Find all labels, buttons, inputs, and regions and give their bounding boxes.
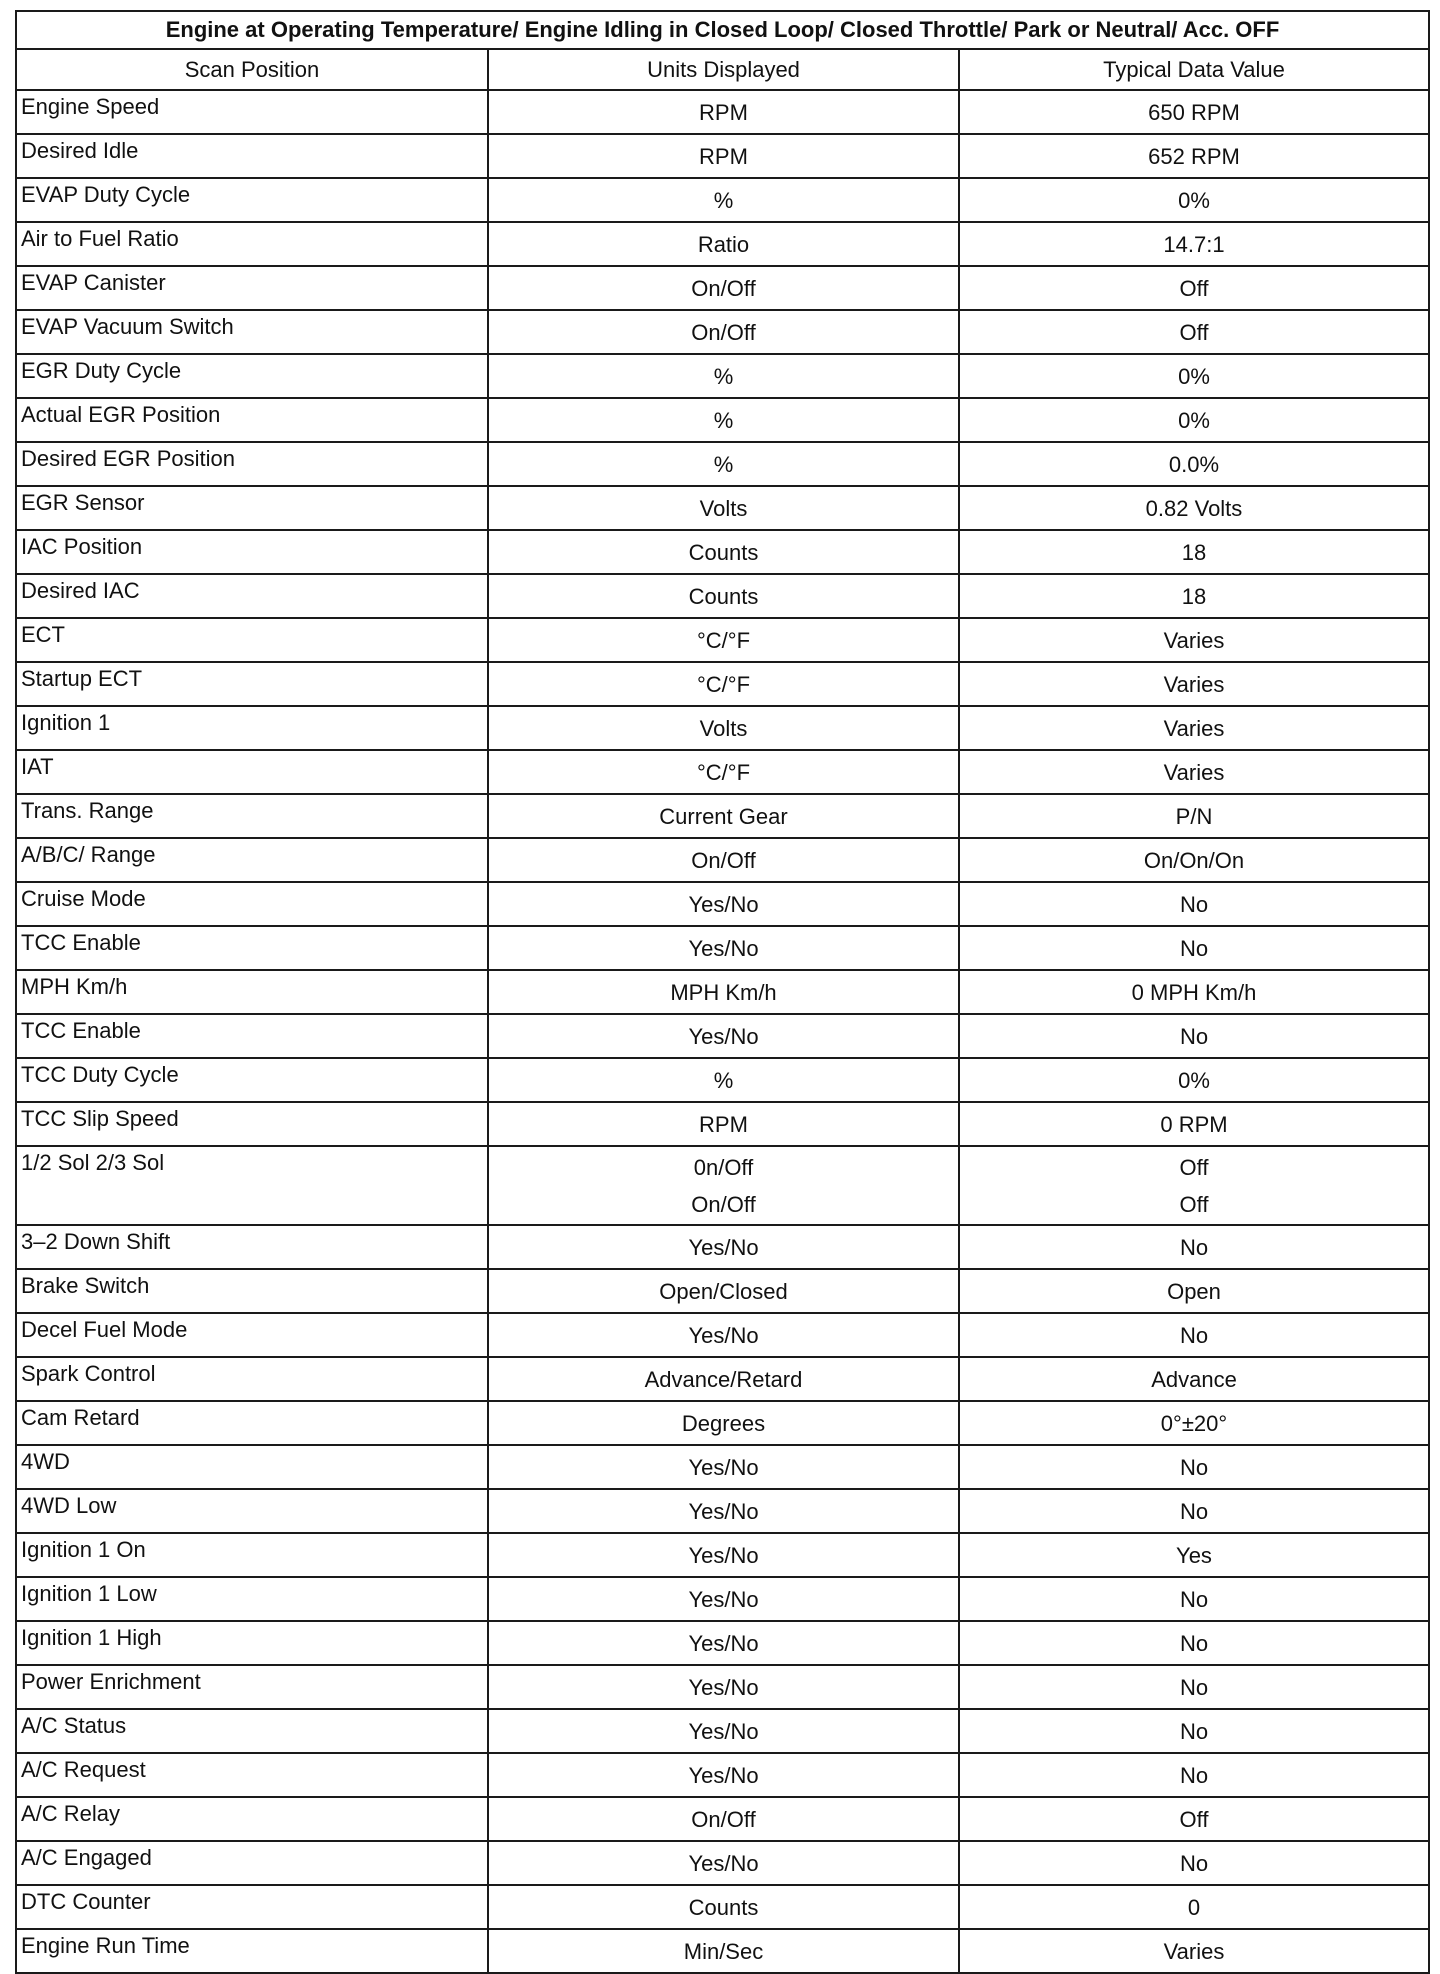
units-displayed-cell [488,1489,959,1533]
table-row [16,134,1429,178]
table-row [16,1665,1429,1709]
unit-value: Yes/No [688,1630,759,1656]
unit-value: Yes/No [688,1850,759,1876]
typical-value: 0% [1178,407,1210,433]
typical-value: Varies [1163,715,1225,741]
scan-position-cell: Decel Fuel Mode [16,1313,488,1357]
table-row [16,1489,1429,1533]
units-displayed-cell [488,838,959,882]
typical-value: Off [1179,275,1209,301]
table-row [16,222,1429,266]
scan-position-cell: 3–2 Down Shift [16,1225,488,1269]
scan-position-cell: A/C Request [16,1753,488,1797]
units-displayed-cell [488,970,959,1014]
typical-value: Off [1179,319,1209,345]
typical-data-value-cell [959,1753,1429,1797]
table-row [16,486,1429,530]
unit-value: % [713,187,734,213]
units-displayed-cell [488,1269,959,1313]
unit-value: Yes/No [688,1674,759,1700]
table-row [16,1709,1429,1753]
units-displayed-cell [488,442,959,486]
unit-value: °C/°F [696,759,751,785]
unit-value: % [713,451,734,477]
units-displayed-cell [488,1709,959,1753]
column-header-row [16,49,1429,90]
typical-value: No [1179,1762,1209,1788]
table-title: Engine at Operating Temperature/ Engine Idling in Closed Loop/ Closed Throttle/ Park or Neutral/ Acc. OFF [16,11,1429,49]
scan-position-cell: Cam Retard [16,1401,488,1445]
table-row [16,1225,1429,1269]
table-row [16,882,1429,926]
scan-position-cell: Air to Fuel Ratio [16,222,488,266]
unit-value: Counts [688,539,759,565]
units-displayed-cell [488,1753,959,1797]
typical-value: On/On/On [1143,847,1245,873]
typical-value: 0 [1187,1894,1201,1920]
typical-data-value-cell [959,882,1429,926]
typical-value: 652 RPM [1148,143,1240,169]
column-header-scan-position: Scan Position [16,49,488,90]
table-row [16,1621,1429,1665]
typical-value: Varies [1163,1938,1225,1964]
scan-position-cell: ECT [16,618,488,662]
typical-data-value-cell [959,178,1429,222]
scan-position-cell: EVAP Duty Cycle [16,178,488,222]
table-row [16,970,1429,1014]
unit-value: RPM [699,1111,748,1137]
units-displayed-cell [488,486,959,530]
typical-data-value-cell [959,1225,1429,1269]
unit-value: % [713,1067,734,1093]
table-row [16,1797,1429,1841]
scan-position-cell: A/C Engaged [16,1841,488,1885]
units-displayed-cell [488,926,959,970]
table-row [16,1401,1429,1445]
typical-data-value-cell [959,486,1429,530]
typical-value: P/N [1175,803,1213,829]
scan-position-cell: Desired Idle [16,134,488,178]
unit-value: Yes/No [688,1234,759,1260]
scan-position-cell: Ignition 1 [16,706,488,750]
units-displayed-cell [488,574,959,618]
typical-data-value-cell [959,706,1429,750]
typical-data-value-cell [959,1797,1429,1841]
typical-value: No [1179,1850,1209,1876]
unit-value: On/Off [691,847,756,873]
scan-position-cell: TCC Enable [16,1014,488,1058]
table-body [16,90,1429,1973]
table-row [16,706,1429,750]
typical-data-value-cell [959,1621,1429,1665]
typical-value: No [1179,1454,1209,1480]
typical-value: 650 RPM [1148,99,1240,125]
table-title-row [16,11,1429,49]
typical-value: 0°±20° [1160,1410,1228,1436]
typical-value: 0 MPH Km/h [1131,979,1257,1005]
typical-value: Varies [1163,759,1225,785]
column-header-units-displayed: Units Displayed [488,49,959,90]
unit-value: Degrees [681,1410,766,1436]
typical-value: 0.82 Volts [1145,495,1243,521]
typical-value: No [1179,1718,1209,1744]
typical-data-value-cell [959,1269,1429,1313]
table-row [16,1357,1429,1401]
table-row [16,1102,1429,1146]
typical-value: 0% [1178,1067,1210,1093]
units-displayed-cell [488,1401,959,1445]
typical-value: Off [1179,1806,1209,1832]
typical-value: No [1179,1586,1209,1612]
table-row [16,442,1429,486]
scan-position-cell: Ignition 1 On [16,1533,488,1577]
unit-value: % [713,363,734,389]
unit-value: RPM [699,99,748,125]
scan-position-cell: Brake Switch [16,1269,488,1313]
unit-value: Counts [688,1894,759,1920]
typical-value: Open [1167,1278,1221,1304]
typical-value: No [1179,1322,1209,1348]
typical-value: No [1179,891,1209,917]
unit-value: Yes/No [688,1454,759,1480]
typical-value: No [1179,1674,1209,1700]
units-displayed-cell [488,618,959,662]
typical-data-value-cell [959,442,1429,486]
typical-value: No [1179,935,1209,961]
typical-value: No [1179,1023,1209,1049]
typical-data-value-cell [959,618,1429,662]
typical-data-value-cell [959,1401,1429,1445]
table-row [16,618,1429,662]
scan-position-cell: Desired EGR Position [16,442,488,486]
unit-value: On/Off [691,319,756,345]
typical-data-value-cell [959,266,1429,310]
table-row [16,178,1429,222]
table-row [16,398,1429,442]
units-displayed-cell [488,1445,959,1489]
scan-position-cell: Actual EGR Position [16,398,488,442]
table-row [16,1269,1429,1313]
units-displayed-cell [488,706,959,750]
table-row [16,354,1429,398]
typical-data-value-cell [959,794,1429,838]
data-table-sheet [15,10,1428,1974]
typical-data-value-cell [959,662,1429,706]
unit-value: °C/°F [696,671,751,697]
unit-value: Open/Closed [659,1278,788,1304]
units-displayed-cell [488,398,959,442]
scan-position-cell: 1/2 Sol 2/3 Sol [16,1146,488,1225]
typical-data-value-cell [959,970,1429,1014]
unit-value: Yes/No [688,1762,759,1788]
table-row [16,1929,1429,1973]
typical-data-value-cell [959,1665,1429,1709]
scan-position-cell: EGR Duty Cycle [16,354,488,398]
typical-data-value-cell [959,1885,1429,1929]
scan-position-cell: DTC Counter [16,1885,488,1929]
typical-data-value-cell [959,222,1429,266]
unit-value: Yes/No [688,935,759,961]
typical-data-value-cell [959,1489,1429,1533]
units-displayed-cell [488,750,959,794]
units-displayed-cell [488,1533,959,1577]
typical-value: No [1179,1630,1209,1656]
typical-value: Off [1179,1154,1209,1180]
table-row [16,1146,1429,1225]
units-displayed-cell [488,1797,959,1841]
scan-position-cell: Spark Control [16,1357,488,1401]
unit-value: Ratio [697,231,750,257]
typical-data-value-cell [959,1146,1429,1225]
unit-value: Yes/No [688,891,759,917]
units-displayed-cell [488,794,959,838]
scan-position-cell: IAC Position [16,530,488,574]
units-displayed-cell [488,178,959,222]
scan-position-cell: EVAP Canister [16,266,488,310]
typical-data-value-cell [959,134,1429,178]
scan-position-cell: Engine Speed [16,90,488,134]
scan-position-cell: IAT [16,750,488,794]
typical-data-value-cell [959,1058,1429,1102]
table-row [16,310,1429,354]
table-row [16,266,1429,310]
typical-data-value-cell [959,1709,1429,1753]
table-row [16,574,1429,618]
unit-value: Yes/No [688,1498,759,1524]
unit-value: RPM [699,143,748,169]
typical-value: 14.7:1 [1163,231,1225,257]
scan-position-cell: Desired IAC [16,574,488,618]
units-displayed-cell [488,1313,959,1357]
units-displayed-cell [488,1885,959,1929]
table-row [16,1533,1429,1577]
units-displayed-cell [488,90,959,134]
typical-data-value-cell [959,310,1429,354]
unit-value: °C/°F [696,627,751,653]
scan-position-cell: Power Enrichment [16,1665,488,1709]
unit-value: Counts [688,583,759,609]
unit-value: Yes/No [688,1718,759,1744]
typical-data-value-cell [959,1102,1429,1146]
typical-value: 18 [1181,539,1207,565]
typical-value: 0 RPM [1160,1111,1228,1137]
table-row [16,1058,1429,1102]
unit-value: Volts [699,495,748,521]
typical-data-value-cell [959,1533,1429,1577]
typical-data-value-cell [959,530,1429,574]
table-row [16,750,1429,794]
scan-position-cell: Engine Run Time [16,1929,488,1973]
typical-data-value-cell [959,90,1429,134]
scan-position-cell: Ignition 1 Low [16,1577,488,1621]
table-row [16,662,1429,706]
scan-position-cell: TCC Duty Cycle [16,1058,488,1102]
scan-position-cell: Cruise Mode [16,882,488,926]
typical-value: 18 [1181,583,1207,609]
table-row [16,838,1429,882]
typical-value: Advance [1151,1366,1237,1392]
typical-data-value-cell [959,1014,1429,1058]
unit-value: Advance/Retard [644,1366,803,1392]
table-row [16,530,1429,574]
units-displayed-cell [488,530,959,574]
typical-data-value-cell [959,750,1429,794]
typical-value: Off [1179,1191,1209,1217]
units-displayed-cell [488,1665,959,1709]
table-row [16,1753,1429,1797]
unit-value: On/Off [691,1806,756,1832]
units-displayed-cell [488,1577,959,1621]
scan-position-cell: MPH Km/h [16,970,488,1014]
units-displayed-cell [488,1929,959,1973]
unit-value: On/Off [691,275,756,301]
typical-value: No [1179,1234,1209,1260]
unit-value: On/Off [691,1191,756,1217]
scan-position-cell: EGR Sensor [16,486,488,530]
table-row [16,794,1429,838]
unit-value: Volts [699,715,748,741]
scan-position-cell: A/B/C/ Range [16,838,488,882]
scan-position-cell: TCC Slip Speed [16,1102,488,1146]
typical-value: Yes [1176,1542,1212,1568]
typical-data-value-cell [959,1445,1429,1489]
unit-value: % [713,407,734,433]
table-row [16,1885,1429,1929]
unit-value: Current Gear [659,803,788,829]
units-displayed-cell [488,1225,959,1269]
typical-data-value-cell [959,838,1429,882]
units-displayed-cell [488,1146,959,1225]
scan-position-cell: Ignition 1 High [16,1621,488,1665]
units-displayed-cell [488,1014,959,1058]
typical-value: 0% [1178,363,1210,389]
units-displayed-cell [488,222,959,266]
unit-value: Yes/No [688,1322,759,1348]
unit-value: Yes/No [688,1542,759,1568]
units-displayed-cell [488,266,959,310]
units-displayed-cell [488,882,959,926]
typical-value: 0.0% [1168,451,1220,477]
scan-position-cell: 4WD [16,1445,488,1489]
table-row [16,1841,1429,1885]
units-displayed-cell [488,354,959,398]
unit-value: Yes/No [688,1023,759,1049]
table-row [16,926,1429,970]
typical-data-value-cell [959,926,1429,970]
typical-data-value-cell [959,1357,1429,1401]
typical-data-value-cell [959,574,1429,618]
scan-position-cell: A/C Status [16,1709,488,1753]
units-displayed-cell [488,662,959,706]
unit-value: Min/Sec [683,1938,764,1964]
typical-data-value-cell [959,398,1429,442]
table-row [16,1313,1429,1357]
scan-position-cell: 4WD Low [16,1489,488,1533]
typical-data-value-cell [959,1313,1429,1357]
scan-data-table [15,10,1430,1974]
typical-data-value-cell [959,1577,1429,1621]
units-displayed-cell [488,1058,959,1102]
typical-value: 0% [1178,187,1210,213]
units-displayed-cell [488,1621,959,1665]
scan-position-cell: EVAP Vacuum Switch [16,310,488,354]
typical-data-value-cell [959,1929,1429,1973]
typical-value: No [1179,1498,1209,1524]
scan-position-cell: TCC Enable [16,926,488,970]
units-displayed-cell [488,134,959,178]
table-row [16,1014,1429,1058]
typical-value: Varies [1163,671,1225,697]
table-row [16,1577,1429,1621]
table-row [16,1445,1429,1489]
scan-position-cell: A/C Relay [16,1797,488,1841]
units-displayed-cell [488,1357,959,1401]
column-header-typical-data-value: Typical Data Value [959,49,1429,90]
units-displayed-cell [488,310,959,354]
table-row [16,90,1429,134]
typical-value: Varies [1163,627,1225,653]
typical-data-value-cell [959,1841,1429,1885]
units-displayed-cell [488,1841,959,1885]
scan-position-cell: Startup ECT [16,662,488,706]
scan-position-cell: Trans. Range [16,794,488,838]
unit-value: MPH Km/h [670,979,777,1005]
typical-data-value-cell [959,354,1429,398]
unit-value: 0n/Off [693,1154,754,1180]
unit-value: Yes/No [688,1586,759,1612]
units-displayed-cell [488,1102,959,1146]
